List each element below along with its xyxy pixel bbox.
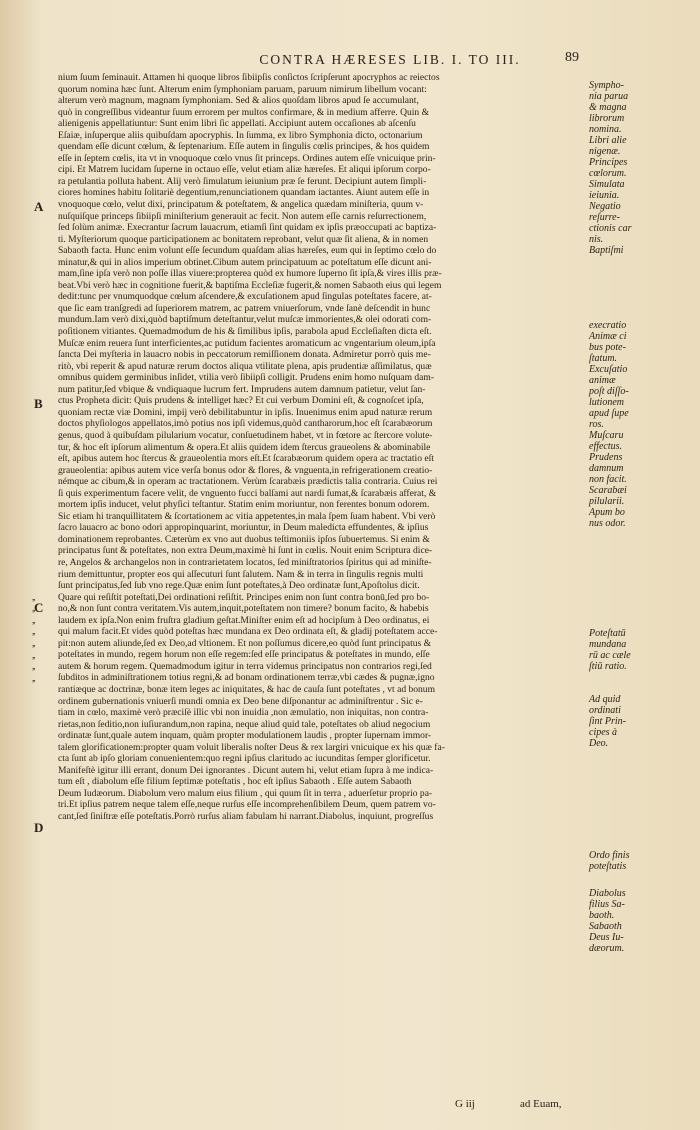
margin-note-line: nigenæ.	[589, 146, 621, 157]
margin-note-line: Ad quid	[589, 694, 621, 705]
margin-note-line: Excuſatio	[589, 364, 628, 375]
margin-note-line: filius Sa-	[589, 899, 625, 910]
margin-note-line: Prudens	[589, 452, 623, 463]
margin-note-line: execratio	[589, 320, 627, 331]
text-line: ctus Propheta dicit: Quis prudens & intelliget hæc? Et cui verbum Domini eſt, & cognoſcet ipſa,	[58, 395, 424, 407]
margin-note	[589, 888, 649, 954]
margin-note	[589, 694, 649, 749]
margin-note-line: librorum	[589, 113, 625, 124]
text-line: eſſe in ſeptem cœlis, ita vt in vnoquoque cœlo vnus ſit princeps. Ordines autem eſſe vnicuique prin-	[58, 152, 436, 164]
text-line: ciores homines habitu ſolitariè degentium,renunciationem quandam iactantes. Aiunt autem eſſe in	[58, 187, 430, 199]
margin-note-line: Animæ ci	[589, 331, 627, 342]
text-line: ſi quis experimentum facere velit, de vnguento fucci balſami aut nardi ſumat,& ſcarabæis afferat, &	[58, 487, 437, 499]
text-line: rantiæque ac doctrinæ, bonæ item leges ac iniquitates, & hac de cauſa ſunt poteſtates , vt ad bonum	[58, 683, 435, 695]
text-line: principatus ſunt & poteſtates, non extra Deum,maximè hi ſunt in cœlis. Nouit enim Scriptura dice-	[58, 545, 433, 557]
margin-note-line: Muſcaru	[589, 430, 624, 441]
text-line: Quare qui reſiſtit poteſtati,Dei ordinationi reſiſtit. Principes enim non ſunt contra bonū,ſed pro bo-	[58, 591, 430, 603]
text-line: vnoquoque cœlo, velut dixi, principatum & poteſtatem, & angelica quædam miniſteria, quum v-	[58, 199, 424, 211]
text-line: ritò, vbi reperit & apud naturæ rerum doctos aliqua vtilitate plena, apis prudentiæ aſſimilatus, quæ	[58, 360, 432, 372]
margin-note-line: Baptiſmi	[589, 245, 624, 256]
margin-note-line: ieiunia.	[589, 190, 620, 201]
text-line: ſunt principatus,ſed ſub vno rege.Quæ enim ſunt poteſtates,à Deo ordinatæ ſunt,Apoſtolus dicit.	[58, 580, 420, 592]
text-line: quoniam rectæ viæ Domini, impij verò debilitabuntur in ipſis. Inuenimus enim apud naturæ rerum	[58, 406, 433, 418]
margin-note-line: Sympho-	[589, 80, 624, 91]
text-line: cipi. Et Matrem lucidam ſuperne in octauo eſſe, velut etiam aliæ hæreſes. Et aliqui ipſorum corpo-	[58, 164, 431, 176]
margin-note-line: ros.	[589, 419, 604, 430]
margin-note-line: Simulata	[589, 179, 625, 190]
quote-mark: ,,	[32, 649, 35, 660]
margin-note-line: effectus.	[589, 441, 623, 452]
text-line: doctos phyſiologos appellatos,imò potius nos ipſi videmus,quòd cantharorum,hoc eſt ſcarabæorum	[58, 418, 433, 430]
margin-note-line: pilularii.	[589, 496, 625, 507]
text-line: poteſtates in mundo, regem horum non eſſe regem:ſed eſſe principatus & poteſtates in mundo, eſſe	[58, 649, 430, 661]
section-mark-c: C	[34, 600, 44, 615]
text-line: genus, quod à quibuſdam pilularium vocatur, conſuetudinem habet, vt in fœtore ac ſtercore volute-	[58, 429, 433, 441]
margin-note-line: mundana	[589, 639, 627, 650]
text-line: Manifeſtè igitur illi errant, donum Dei ignorantes . Dicunt autem hi, velut etiam ſupra à me indica-	[58, 764, 434, 776]
margin-note-line: Sabaoth	[589, 921, 622, 932]
text-line: nuſquiſque princeps ſibiipſi miniſterium generauit ac fecit. Non autem eſſe carnis reſurrectionem,	[58, 210, 427, 222]
text-line: Sabaoth facta. Hunc enim volunt eſſe ſecundum quaſdam alias hæreſes, eum qui in ſeptimo cœlo do	[58, 245, 437, 257]
text-line: dominationem reprobantes. Cæterùm ex vno aut duobus teſtimoniis ipſos ſubuertemus. Si enim &	[58, 533, 430, 545]
text-line: poſitionem vitiantes. Quemadmodum de his & ſimilibus ipſis, parabola apud Eccleſiaſten dicta eſt.	[58, 326, 432, 338]
margin-note	[589, 850, 649, 872]
text-line: talem glorificationem:propter quam voluit liberalis noſter Deus & rex largiri vnicuique ex his quæ fa-	[58, 741, 445, 753]
margin-note-line: ctionis car	[589, 223, 632, 234]
margin-note-line: animæ	[589, 375, 616, 386]
quote-mark: ,,	[32, 591, 35, 602]
text-line: dedit:tunc per vnumquodque cœlum aſcendere,& excuſationem apud ſingulas poteſtates facere, at-	[58, 291, 432, 303]
margin-note-line: rū ac cæle	[589, 650, 631, 661]
margin-note-line: ſtiū ratio.	[589, 661, 627, 672]
margin-note-line: nus odor.	[589, 518, 626, 529]
text-line: quendam eſſe dicunt cœlum, & ſeptenarium. Eſſe autem in ſingulis cœlis principes, & hos quidem	[58, 141, 430, 153]
quote-mark: ,,	[32, 672, 35, 683]
text-line: ti. Myſteriorum quoque participationem ac bonitatem reprobant, velut quæ ſit aliena, & in nomen	[58, 233, 429, 245]
running-head: CONTRA HÆRESES LIB. I. TO III.	[259, 52, 521, 67]
text-line: tiam in cœlo, maximè verò præciſè illic vbi non inuidia ,non æmulatio, non iniquitas, non contra-	[58, 707, 429, 719]
margin-note-line: poteſtatis	[589, 861, 627, 872]
quote-mark: ,,	[32, 661, 35, 672]
margin-note-line: damnum	[589, 463, 624, 474]
margin-note-line: cipes à	[589, 727, 618, 738]
margin-note-line: bus pote-	[589, 342, 626, 353]
margin-note-line: ſtatum.	[589, 353, 618, 364]
section-mark-a: A	[34, 199, 44, 214]
margin-note-line: reſurre-	[589, 212, 620, 223]
section-mark-d: D	[34, 820, 44, 835]
margin-note-line: Poteſtatū	[589, 628, 626, 639]
margin-note	[589, 320, 649, 529]
margin-note-line: dæorum.	[589, 943, 625, 954]
text-line: cant,ſed ſiniſtræ eſſe poteſtatis.Porrò rurſus aliam fabulam hi narrant.Diabolus, inquiunt, progreſſus	[58, 811, 434, 822]
text-line: Eſaiæ, inſuperque aliis quibuſdam apocryphis. In ſumma, ex libro Symphonia dicto, octonarium	[58, 129, 423, 141]
text-line: tur, & hoc eſt ipſorum alimentum & opera.Et aliis quidem idem ſtercus graueolens & abominabile	[58, 441, 431, 453]
text-line: némque ac cibum,& in operam ac tractationem. Verùm ſcarabæis prædictis talia contraria. Cuius rei	[58, 476, 438, 488]
text-line: tum eſt , diabolum eſſe filium ſeptimæ poteſtatis , hoc eſt ipſius Sabaoth . Eſſe autem Sabaoth	[58, 776, 412, 788]
text-line: ra petulantia polluta habent. Alij verò ſimulatum ieiunium præ ſe ferunt. Decipiunt autem ſimpli-	[58, 175, 427, 187]
text-line: mundum.Iam verò dixi,quòd baptiſmum deteſtantur,velut muſcæ immorientes,& olei odorati com-	[58, 314, 432, 326]
text-line: eſt, apibus autem hoc ſtercus & graueolentia mors eſt.Et ſcarabæorum quidem opera ac tractatio eſt	[58, 453, 434, 465]
text-line: beat.Vbi verò hæc in cognitione fuerit,& baptiſma Eccleſiæ fugerit,& nomen Sabaoth eius qui legem	[58, 279, 442, 291]
margin-note-line: & magna	[589, 102, 627, 113]
margin-note-line: Libri alie	[589, 135, 627, 146]
quote-mark: ,,	[32, 603, 35, 614]
text-line: nium ſuum ſeminauit. Attamen hi quoque libros ſibiipſis conſictos ſcripſerunt apocryphos ac reiectos	[58, 72, 440, 83]
text-line: ordinatæ ſunt,quale autem inquam, quàm propter modulationem laudis , propter ſupernam immor-	[58, 730, 432, 742]
text-line: rium demittuntur, propter eos qui aſſecuturi ſunt ſalutem. Nam & in terra in ſingulis regnis multi	[58, 568, 424, 580]
text-line: re, Angelos & archangelos non in contrarietatem locatos, ſed miniſtratorios ſpiritus qui ad miniſte-	[58, 556, 432, 568]
text-line: autem & horum regem. Quemadmodum igitur in terra videmus principatus non contrarios regi,ſed	[58, 660, 432, 672]
text-line: ſubditos in adminiſtrationem totius regni,& ad bonam ordinationem terræ,vbi cædes & pugnæ,igno	[58, 672, 435, 684]
margin-note	[589, 80, 649, 256]
text-line: laudem ex ipſa.Non enim fruſtra gladium geſtat.Miniſter enim eſt ad hocipſum à Deo ordinatus, ei	[58, 614, 430, 626]
text-line: ordinem gubernationis vniuerſi mundi omnia ex Deo bene diſponantur ac adminiſtrentur . Sic e-	[58, 695, 423, 707]
quote-mark: ,,	[32, 614, 35, 625]
signature-mark: G iij	[455, 1098, 475, 1110]
folio-number: 89	[565, 50, 579, 65]
margin-note-line: Principes	[589, 157, 628, 168]
text-line: Deum Iudæorum. Diabolum vero malum eius filium , qui quum ſit in terra , aduerſetur proprio pa-	[58, 787, 433, 799]
text-line: no,& non ſunt contra veritatem.Vis autem,inquit,poteſtatem non timere? bonum facito, & habebis	[58, 603, 429, 615]
margin-note-line: ſint Prin-	[589, 716, 626, 727]
section-mark-b: B	[34, 396, 43, 411]
margin-note	[589, 628, 649, 672]
margin-note-line: ordinati	[589, 705, 621, 716]
margin-note-line: apud ſupe	[589, 408, 629, 419]
text-line: rietas,non ſeditio,non iuſiurandum,non rapina, neque aliud quid tale, poteſtates ob aliud negocium	[58, 718, 431, 730]
text-line: mortem ipſis inducet, velut phyſici teſtantur. Statim enim moriuntur, non ferentes bonum odorem.	[58, 499, 430, 511]
margin-note-line: Scarabæi	[589, 485, 627, 496]
margin-note-line: nomina.	[589, 124, 622, 135]
margin-note-line: Ordo finis	[589, 850, 630, 861]
text-line: num patitur,ſed vbique & vndiquaque lucrum fert. Imprudens autem damnum patietur, velut ſan-	[58, 383, 426, 395]
margin-note-line: cœlorum.	[589, 168, 627, 179]
text-line: alienigenis appellatiuntur: Sunt enim libri ſic appellati. Accipiunt autem occaſiones ab aſcenſu	[58, 118, 416, 130]
main-text	[58, 72, 585, 823]
quote-mark: ,,	[32, 637, 35, 648]
text-line: ſacro lauacro ac bono odori appropinquarint, moriuntur, in Deum maledicta effundentes, & ipſius	[58, 522, 429, 534]
text-line: ſancta Dei myſteria in lauacro nobis in peccatorum remiſſionem donata. Admiretur porrò quis me-	[58, 349, 431, 361]
text-line: mam,ſine ipſa verò non poſſe illas viuere:propterea quòd ex humore ſuperno ſit ipſa,& vires illis præ-	[58, 268, 442, 280]
text-line: minatur,& qui in alios imperium obtinet.Cibum autem principatuum ac poteſtatum eſſe dicunt ani-	[58, 256, 432, 268]
margin-note-line: Apum bo	[589, 507, 625, 518]
margin-note-line: Diabolus	[589, 888, 626, 899]
text-line: alterum verò magnum, magnam ſymphoniam. Sed & alios quoſdam libros apud ſe accumulant,	[58, 95, 419, 107]
text-line: que ſic eam tranſgredi ad ſuperiorem matrem, ac patrem vniuerſorum, vnde ſanè deſcendit in hunc	[58, 302, 431, 314]
margin-note-line: baoth.	[589, 910, 615, 921]
text-line: quorum nomina hæc ſunt. Alterum enim ſymphoniam paruam, paruum nimirum libellum vocant:	[58, 83, 427, 95]
text-line: Sic etiam hi tranquillitatem & ſcortationem ac vitia appetentes,in mala ſpem ſuam habent. Vbi verò	[58, 510, 436, 522]
margin-note-line: nis.	[589, 234, 604, 245]
margin-note-line: Negatio	[589, 201, 621, 212]
margin-note-line: Deus Iu-	[589, 932, 624, 943]
catchword: ad Euam,	[520, 1098, 562, 1110]
text-line: omnibus quidem germinibus inſidet, vtilia verò ſibiipſi colligit. Prudens enim homo nuſquam dam-	[58, 372, 435, 384]
margin-note-line: poſt diſſo-	[589, 386, 629, 397]
margin-note-line: non facit.	[589, 474, 627, 485]
margin-note-line: lutionem	[589, 397, 624, 408]
margin-note-line: nia parua	[589, 91, 629, 102]
text-line: quò in congreſſibus videantur ſuum errorem per multos confirmare, & in medium afferre. Quin &	[58, 106, 429, 118]
text-line: graueolentia: apibus autem vice verſa bonus odor & flores, & vnguenta,in refrigerationem creatio-	[58, 464, 433, 476]
text-line: cta ſunt ab ipſo gloriam conuenientem:quo regni ipſius claritudo ac iucunditas ſemper glorificetur.	[58, 753, 431, 765]
margin-note-line: Deo.	[589, 738, 609, 749]
text-line: ſed ſolùm animæ. Execrantur ſacrum lauacrum, etiamſi ſint quidam ex ipſis præoccupati ac baptiza-	[58, 222, 437, 234]
quote-mark: ,,	[32, 626, 35, 637]
text-line: Muſcæ enim reuera ſunt interficientes,ac putidum facientes aromaticum ac vngentarium oleum,ipſa	[58, 337, 436, 349]
text-line: qui malum facit.Et vides quòd poteſtas hæc mundana ex Deo ordinata eſt, & gladij poteſtatem acce-	[58, 626, 438, 638]
text-line: tri.Et ipſius patrem neque talem eſſe,neque rurſus eſſe incomprehenſibilem Deum, quem patrem vo-	[58, 799, 436, 811]
text-line: pit:non autem aliunde,ſed ex Deo,ad vltionem. Et non poſſumus dicere,eo quòd ſunt principatus &	[58, 637, 432, 649]
